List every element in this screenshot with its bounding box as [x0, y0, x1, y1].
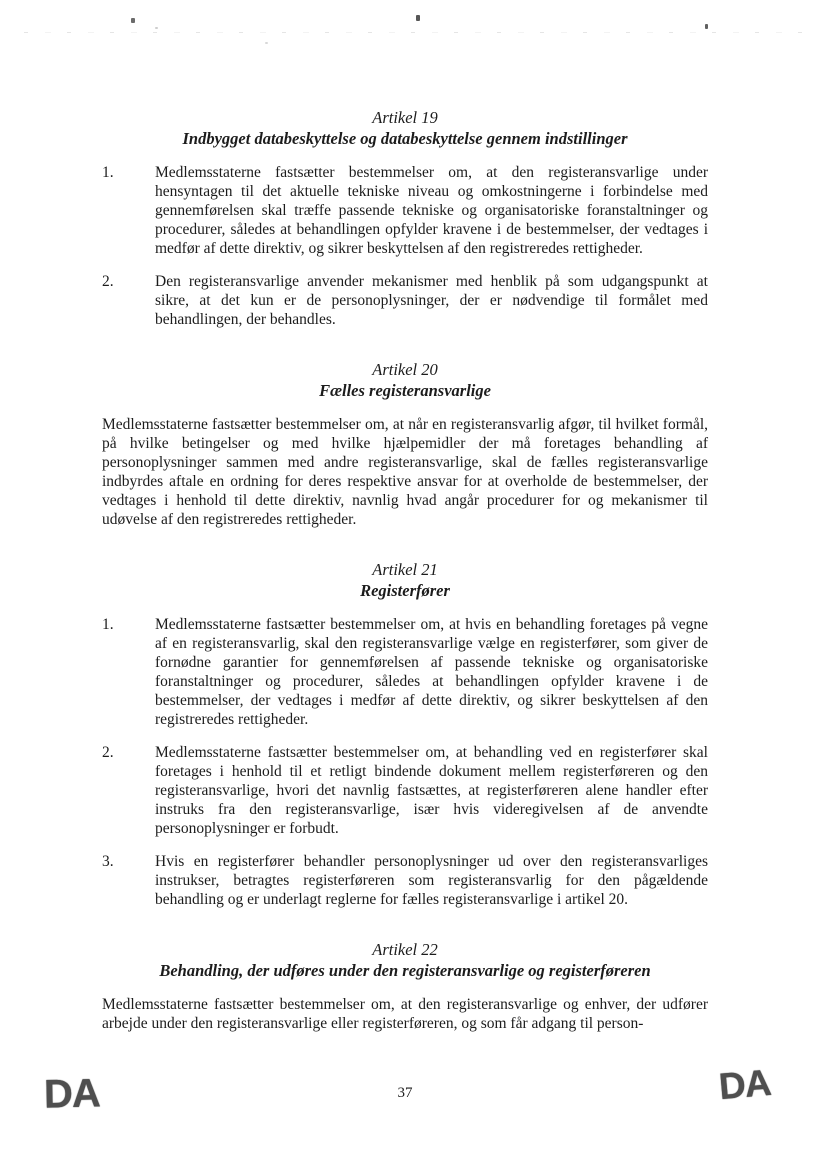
numbered-paragraph	[102, 852, 708, 909]
paragraph-text: Hvis en registerfører behandler personoplysninger ud over den registeransvarliges instrukser, betragtes registerføreren som registeransvarlig for den pågældende behandling og er underlagt reglerne for fælles registeransvarlige i artikel 20.	[155, 853, 708, 908]
paragraph-text: Den registeransvarlige anvender mekanismer med henblik på som udgangspunkt at sikre, at det kun er de personoplysninger, der er nødvendige til formålet med behandlingen, der behandles.	[155, 273, 708, 328]
numbered-paragraph	[102, 163, 708, 258]
paragraph-text: Medlemsstaterne fastsætter bestemmelser om, at hvis en behandling foretages på vegne af en registeransvarlig, skal den registeransvarlige vælge en registerfører, som giver de fornødne garantier for gennemførelsen af passende tekniske og organisatoriske foranstaltninger og procedurer, således at behandlingen opfylder kravene i de bestemmelser, der vedtages i medfør af dette direktiv, og sikrer beskyttelsen af den registreredes rettigheder.	[155, 616, 708, 728]
article-title: Fælles registeransvarlige	[319, 381, 491, 400]
scan-speck	[705, 24, 708, 29]
paragraph-number: 1.	[102, 616, 114, 633]
article-title: Indbygget databeskyttelse og databeskyttelse gennem indstillinger	[182, 129, 628, 148]
paragraph-text: Medlemsstaterne fastsætter bestemmelser om, at når en registeransvarlig afgør, til hvilket formål, på hvilke betingelser og med hvilke hjælpemidler der må foretages behandling af personoplysninger sammen med andre registeransvarlige, skal de fælles registeransvarlige indbyrdes aftale en ordning for deres respektive ansvar for at overholde de bestemmelser, der vedtages i henhold til dette direktiv, navnlig hvad angår procedurer for og mekanismer til udøvelse af den registreredes rettigheder.	[102, 416, 708, 528]
scan-speck	[416, 15, 420, 21]
article-20-section	[102, 359, 708, 529]
article-title: Behandling, der udføres under den registeransvarlige og registerføreren	[159, 961, 651, 980]
paragraph-text: Medlemsstaterne fastsætter bestemmelser om, at behandling ved en registerfører skal foretages i henhold til et retligt bindende dokument mellem registerføreren og den registeransvarlige, hvori det navnlig fastsættes, at registerføreren alene handler efter instruks fra den registeransvarlige, især hvis videregivelsen af de anvendte personoplysninger er forbudt.	[155, 744, 708, 837]
scan-speck	[131, 18, 135, 23]
document-body	[102, 107, 708, 1033]
paragraph-text: Medlemsstaterne fastsætter bestemmelser om, at den registeransvarlige under hensyntagen til det aktuelle tekniske niveau og omkostningerne i forbindelse med gennemførelsen skal træffe passende tekniske og organisatoriske foranstaltninger og procedurer, således at behandlingen opfylder kravene i de bestemmelser, der vedtages i medfør af dette direktiv, og sikrer beskyttelsen af den registreredes rettigheder.	[155, 164, 708, 257]
scan-speck	[265, 42, 268, 44]
page-number: 37	[397, 1085, 413, 1101]
article-heading: Artikel 22	[372, 940, 438, 959]
paragraph-number: 1.	[102, 164, 114, 181]
article-21-section	[102, 559, 708, 909]
footer-language-left: DA	[43, 1071, 101, 1117]
numbered-paragraph	[102, 272, 708, 329]
article-heading: Artikel 21	[372, 560, 438, 579]
paragraph-number: 2.	[102, 744, 114, 761]
paragraph-text: Medlemsstaterne fastsætter bestemmelser om, at den registeransvarlige og enhver, der udfører arbejde under den registeransvarlige eller registerføreren, og som får adgang til person-	[102, 996, 708, 1032]
scan-artifact-line	[24, 32, 814, 33]
article-heading: Artikel 20	[372, 360, 438, 379]
footer-language-right: DA	[717, 1061, 773, 1108]
paragraph-number: 2.	[102, 273, 114, 290]
numbered-paragraph	[102, 743, 708, 838]
article-title: Registerfører	[360, 581, 450, 600]
numbered-paragraph	[102, 615, 708, 729]
scan-speck	[155, 27, 158, 29]
article-22-section	[102, 939, 708, 1033]
article-heading: Artikel 19	[372, 108, 438, 127]
paragraph-number: 3.	[102, 853, 114, 870]
article-19-section	[102, 107, 708, 329]
